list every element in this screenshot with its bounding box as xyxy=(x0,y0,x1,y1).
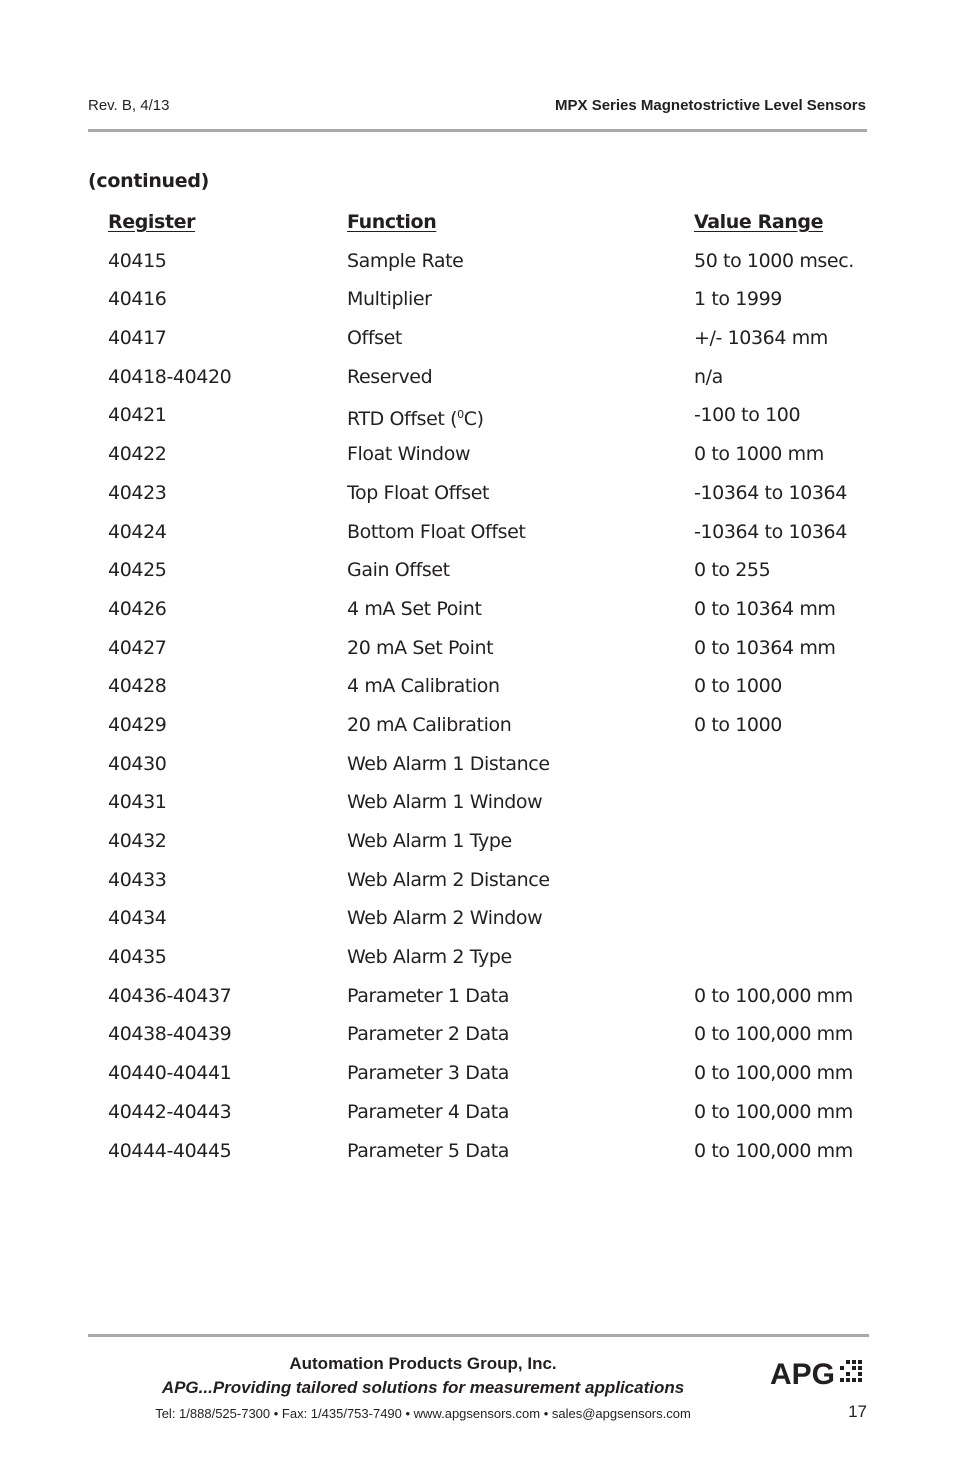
header-revision: Rev. B, 4/13 xyxy=(88,97,170,114)
column-header-register: Register xyxy=(108,211,196,233)
section-continued-label: (continued) xyxy=(88,170,210,192)
column-header-function: Function xyxy=(347,211,437,233)
value-range-cell: 0 to 100,000 mm xyxy=(694,1023,853,1046)
apg-logo-text: APG xyxy=(770,1358,836,1390)
table-row xyxy=(108,594,868,633)
footer-contact: Tel: 1/888/525-7300 • Fax: 1/435/753-7490 • www.apgsensors.com • sales@apgsensors.com xyxy=(155,1406,691,1421)
table-row xyxy=(108,323,868,362)
value-range-cell: +/- 10364 mm xyxy=(694,327,828,350)
value-range-cell: -100 to 100 xyxy=(694,404,801,427)
function-cell: Offset xyxy=(347,327,402,350)
table-row xyxy=(108,478,868,517)
register-cell: 40425 xyxy=(108,559,167,582)
table-row xyxy=(108,826,868,865)
function-cell: Web Alarm 2 Window xyxy=(347,907,543,930)
register-cell: 40424 xyxy=(108,520,167,543)
header-title: MPX Series Magnetostrictive Level Sensors xyxy=(555,97,866,114)
register-cell: 40421 xyxy=(108,404,167,427)
function-cell: 4 mA Calibration xyxy=(347,675,500,698)
register-table xyxy=(108,207,868,1174)
function-cell: 20 mA Calibration xyxy=(347,713,512,736)
table-row xyxy=(108,1136,868,1175)
table-row xyxy=(108,787,868,826)
table-row xyxy=(108,246,868,285)
table-row xyxy=(108,284,868,323)
table-header-row xyxy=(108,207,868,246)
footer-divider xyxy=(88,1334,869,1337)
function-cell: Gain Offset xyxy=(347,559,450,582)
function-cell: Reserved xyxy=(347,365,433,388)
footer-tagline: APG...Providing tailored solutions for measurement applications xyxy=(161,1378,685,1397)
function-cell: Parameter 5 Data xyxy=(347,1139,509,1162)
register-cell: 40422 xyxy=(108,443,167,466)
register-cell: 40442-40443 xyxy=(108,1100,232,1123)
register-cell: 40432 xyxy=(108,830,167,852)
register-cell: 40427 xyxy=(108,636,167,659)
table-row xyxy=(108,942,868,981)
value-range-cell: 0 to 1000 mm xyxy=(694,443,824,466)
function-text: RTD Offset ( xyxy=(347,408,458,431)
table-row xyxy=(108,903,868,942)
function-cell: Parameter 2 Data xyxy=(347,1023,509,1046)
function-cell: Web Alarm 1 Window xyxy=(347,791,543,814)
register-cell: 40438-40439 xyxy=(108,1023,232,1046)
register-cell: 40416 xyxy=(108,288,167,311)
table-row xyxy=(108,517,868,556)
apg-logo xyxy=(770,1356,868,1390)
register-cell: 40418-40420 xyxy=(108,365,232,388)
function-cell: Web Alarm 2 Type xyxy=(347,946,512,969)
register-cell: 40434 xyxy=(108,907,167,930)
value-range-cell: 0 to 10364 mm xyxy=(694,636,836,659)
register-cell: 40440-40441 xyxy=(108,1062,232,1085)
register-cell: 40426 xyxy=(108,597,167,620)
function-cell: Web Alarm 1 Type xyxy=(347,830,512,852)
value-range-cell: n/a xyxy=(694,365,723,388)
function-cell: Bottom Float Offset xyxy=(347,520,526,543)
table-row xyxy=(108,710,868,749)
value-range-cell: 0 to 10364 mm xyxy=(694,597,836,620)
function-cell: Multiplier xyxy=(347,288,432,311)
function-cell: Web Alarm 2 Distance xyxy=(347,868,550,891)
table-row xyxy=(108,633,868,672)
register-cell: 40435 xyxy=(108,946,167,969)
register-cell: 40436-40437 xyxy=(108,984,232,1007)
apg-logo-dot-grid xyxy=(840,1360,862,1382)
footer-company: Automation Products Group, Inc. xyxy=(289,1354,557,1373)
register-cell: 40415 xyxy=(108,249,167,272)
value-range-cell: -10364 to 10364 xyxy=(694,520,847,543)
function-cell: Parameter 4 Data xyxy=(347,1100,509,1123)
function-cell: Parameter 1 Data xyxy=(347,984,509,1007)
value-range-cell: -10364 to 10364 xyxy=(694,481,847,504)
page-number: 17 xyxy=(848,1402,867,1421)
function-cell: Float Window xyxy=(347,443,471,466)
value-range-cell: 0 to 100,000 mm xyxy=(694,1100,853,1123)
table-row xyxy=(108,981,868,1020)
function-cell xyxy=(347,400,484,434)
register-cell: 40444-40445 xyxy=(108,1139,232,1162)
table-row xyxy=(108,362,868,401)
register-cell: 40428 xyxy=(108,675,167,698)
table-row xyxy=(108,865,868,904)
value-range-cell: 0 to 1000 xyxy=(694,713,782,736)
function-cell: Top Float Offset xyxy=(347,481,490,504)
degree-superscript: 0 xyxy=(457,408,464,422)
function-cell: Web Alarm 1 Distance xyxy=(347,752,550,775)
table-row xyxy=(108,400,868,439)
table-row xyxy=(108,439,868,478)
register-cell: 40433 xyxy=(108,868,167,891)
function-cell: Sample Rate xyxy=(347,249,464,272)
value-range-cell: 1 to 1999 xyxy=(694,288,782,311)
function-text: C) xyxy=(463,408,484,431)
register-cell: 40417 xyxy=(108,327,167,350)
register-cell: 40429 xyxy=(108,713,167,736)
table-row xyxy=(108,1097,868,1136)
value-range-cell: 0 to 1000 xyxy=(694,675,782,698)
register-cell: 40431 xyxy=(108,791,167,814)
header-divider xyxy=(88,129,867,132)
function-cell: Parameter 3 Data xyxy=(347,1062,509,1085)
value-range-cell: 50 to 1000 msec. xyxy=(694,249,854,272)
table-row xyxy=(108,749,868,788)
table-body xyxy=(108,246,868,1175)
function-cell: 20 mA Set Point xyxy=(347,636,494,659)
value-range-cell: 0 to 100,000 mm xyxy=(694,984,853,1007)
table-row xyxy=(108,1019,868,1058)
table-row xyxy=(108,1058,868,1097)
function-cell: 4 mA Set Point xyxy=(347,597,482,620)
register-cell: 40423 xyxy=(108,481,167,504)
register-cell: 40430 xyxy=(108,752,167,775)
table-row xyxy=(108,671,868,710)
column-header-value-range: Value Range xyxy=(694,211,824,233)
value-range-cell: 0 to 100,000 mm xyxy=(694,1139,853,1162)
table-row xyxy=(108,555,868,594)
value-range-cell: 0 to 255 xyxy=(694,559,771,582)
value-range-cell: 0 to 100,000 mm xyxy=(694,1062,853,1085)
